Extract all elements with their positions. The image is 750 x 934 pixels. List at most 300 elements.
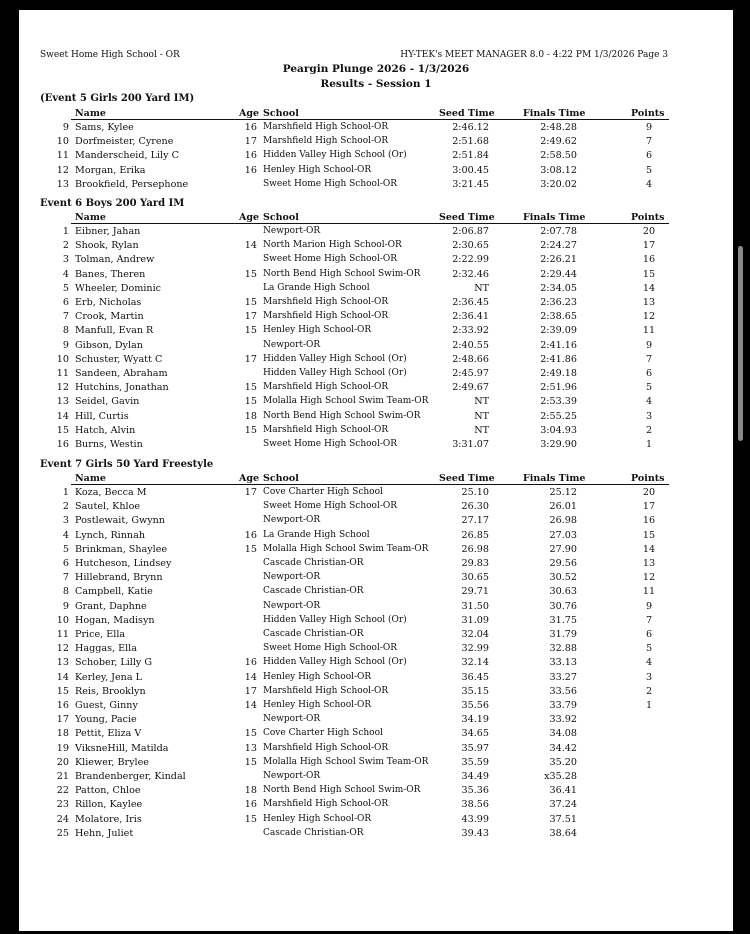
cell-place: 12 (56, 382, 69, 394)
cell-age: 16 (244, 529, 257, 541)
cell-seed: 39.43 (461, 827, 489, 839)
result-row (19, 487, 733, 501)
cell-name: Wheeler, Dominic (75, 282, 162, 294)
cell-age: 17 (244, 311, 257, 323)
cell-finals: 30.76 (549, 600, 577, 612)
cell-seed: 34.19 (461, 714, 489, 726)
column-header-school: School (263, 473, 299, 484)
cell-finals: 2:34.05 (540, 282, 577, 294)
cell-name: Lynch, Rinnah (75, 529, 145, 541)
column-header-school: School (263, 108, 299, 119)
column-header-age: Age (239, 212, 260, 223)
cell-name: Reis, Brooklyn (75, 685, 146, 697)
cell-name: Tolman, Andrew (75, 254, 155, 266)
cell-points: 4 (645, 657, 653, 669)
result-row (19, 828, 733, 842)
cell-seed: NT (474, 396, 489, 408)
cell-seed: 2:51.68 (452, 136, 489, 148)
cell-school: Cascade Christian-OR (263, 629, 364, 639)
cell-name: Grant, Daphne (75, 600, 147, 612)
cell-finals: 30.63 (549, 586, 577, 598)
cell-place: 15 (56, 424, 69, 436)
cell-name: Banes, Theren (75, 268, 146, 280)
cell-school: Sweet Home High School-OR (263, 501, 398, 512)
cell-school: Newport-OR (263, 572, 321, 583)
cell-name: Haggas, Ella (75, 643, 137, 655)
cell-name: Brinkman, Shaylee (75, 543, 168, 555)
cell-name: Rillon, Kaylee (75, 799, 143, 811)
cell-school: Newport-OR (263, 339, 321, 350)
cell-points: 20 (642, 487, 656, 498)
cell-age: 15 (244, 424, 257, 436)
cell-school: Marshfield High School-OR (263, 424, 389, 435)
cell-points: 9 (645, 339, 653, 351)
result-row (19, 643, 733, 657)
header-rule (71, 223, 669, 224)
cell-place: 17 (56, 714, 69, 726)
cell-seed: 35.56 (461, 700, 489, 711)
cell-seed: 32.14 (461, 657, 489, 669)
cell-name: Young, Pacie (75, 714, 137, 726)
result-row (19, 122, 733, 136)
result-row (19, 501, 733, 515)
cell-seed: 2:48.66 (452, 353, 489, 365)
result-row (19, 814, 733, 828)
cell-finals: 2:24.27 (540, 240, 577, 252)
cell-school: Cascade Christian-OR (263, 827, 364, 838)
cell-points: 3 (645, 410, 653, 422)
cell-points: 16 (642, 515, 656, 527)
cell-points: 20 (642, 226, 656, 237)
cell-school: Newport-OR (263, 714, 321, 725)
cell-finals: 2:29.44 (540, 268, 577, 280)
cell-name: Burns, Westin (75, 439, 143, 450)
cell-age: 15 (244, 325, 257, 337)
cell-points: 9 (645, 600, 653, 612)
cell-finals: 34.42 (549, 742, 577, 754)
result-row (19, 150, 733, 164)
cell-seed: 30.65 (461, 572, 489, 584)
result-row (19, 544, 733, 558)
column-header-age: Age (239, 108, 260, 119)
cell-place: 9 (62, 339, 69, 351)
cell-place: 3 (62, 254, 69, 266)
cell-age: 15 (244, 396, 257, 408)
cell-seed: NT (474, 410, 489, 422)
cell-seed: 32.99 (461, 643, 489, 655)
cell-points: 14 (642, 282, 656, 294)
results-page (19, 10, 733, 931)
cell-school: Marshfield High School-OR (263, 742, 389, 753)
cell-age: 16 (244, 799, 257, 811)
cell-finals: x35.28 (544, 771, 577, 782)
cell-seed: 43.99 (461, 813, 489, 825)
cell-seed: 36.45 (461, 671, 489, 683)
cell-school: Marshfield High School-OR (263, 297, 389, 307)
cell-seed: 32.04 (461, 629, 489, 640)
cell-school: Henley High School-OR (263, 325, 372, 336)
cell-points: 7 (645, 353, 653, 365)
event-title: Event 7 Girls 50 Yard Freestyle (40, 459, 214, 470)
cell-seed: 2:40.55 (452, 339, 489, 351)
result-row (19, 657, 733, 671)
cell-school: Cove Charter High School (263, 487, 383, 497)
column-header (19, 108, 733, 120)
cell-school: La Grande High School (263, 282, 370, 293)
cell-seed: 2:06.87 (452, 226, 489, 237)
result-row (19, 283, 733, 297)
column-header-seed: Seed Time (439, 473, 495, 484)
cell-place: 2 (62, 240, 69, 252)
cell-school: Sweet Home High School-OR (263, 178, 398, 189)
cell-name: Eibner, Jahan (75, 226, 141, 237)
cell-finals: 2:26.21 (540, 254, 577, 266)
cell-age: 16 (244, 122, 257, 133)
cell-place: 2 (62, 501, 69, 513)
cell-finals: 33.92 (549, 714, 577, 726)
cell-points: 17 (642, 501, 656, 513)
cell-name: Hutcheson, Lindsey (75, 558, 172, 569)
cell-age: 17 (244, 487, 257, 498)
column-header-points: Points (631, 108, 665, 119)
cell-name: Schuster, Wyatt C (75, 353, 163, 365)
cell-name: Guest, Ginny (75, 700, 138, 711)
cell-points: 2 (645, 685, 653, 697)
cell-points: 11 (642, 586, 656, 598)
team-name: Sweet Home High School - OR (40, 50, 180, 60)
result-row (19, 757, 733, 771)
result-row (19, 439, 733, 453)
cell-finals: 31.75 (549, 614, 577, 626)
column-header-age: Age (239, 473, 260, 484)
cell-name: Koza, Becca M (75, 487, 147, 498)
cell-place: 5 (62, 282, 69, 294)
cell-seed: 3:00.45 (452, 164, 489, 176)
column-header-finals: Finals Time (523, 108, 586, 119)
cell-place: 9 (62, 600, 69, 612)
cell-age: 15 (244, 297, 257, 308)
cell-finals: 27.90 (549, 543, 577, 555)
cell-age: 15 (244, 728, 257, 740)
cell-finals: 33.79 (549, 700, 577, 711)
result-row (19, 254, 733, 268)
cell-finals: 32.88 (549, 643, 577, 655)
cell-seed: 34.65 (461, 728, 489, 740)
cell-place: 22 (56, 785, 69, 797)
cell-finals: 26.01 (549, 501, 577, 513)
cell-points: 4 (645, 396, 653, 408)
result-row (19, 558, 733, 572)
cell-name: Campbell, Katie (75, 586, 153, 598)
cell-finals: 26.98 (549, 515, 577, 527)
cell-name: Manfull, Evan R (75, 325, 154, 337)
cell-school: Cove Charter High School (263, 728, 383, 739)
cell-seed: 31.50 (461, 600, 489, 612)
cell-finals: 33.56 (549, 685, 577, 697)
cell-seed: 35.59 (461, 756, 489, 768)
cell-name: Erb, Nicholas (75, 297, 142, 308)
cell-points: 14 (642, 543, 656, 555)
column-header-finals: Finals Time (523, 212, 586, 223)
result-row (19, 515, 733, 529)
cell-name: Patton, Chloe (75, 785, 141, 797)
cell-points: 5 (645, 164, 653, 176)
column-header-points: Points (631, 473, 665, 484)
cell-place: 24 (56, 813, 69, 825)
result-row (19, 240, 733, 254)
cell-age: 17 (244, 136, 257, 148)
cell-school: Molalla High School Swim Team-OR (263, 756, 429, 767)
result-row (19, 728, 733, 742)
result-row (19, 672, 733, 686)
cell-finals: 2:51.96 (540, 382, 577, 394)
cell-school: Sweet Home High School-OR (263, 439, 398, 449)
cell-finals: 35.20 (549, 756, 577, 768)
column-header-seed: Seed Time (439, 108, 495, 119)
cell-place: 11 (56, 368, 69, 379)
cell-school: North Bend High School Swim-OR (263, 268, 421, 279)
column-header-name: Name (75, 473, 106, 484)
cell-age: 13 (244, 742, 257, 754)
result-row (19, 686, 733, 700)
cell-age: 17 (244, 353, 257, 365)
cell-place: 1 (62, 226, 69, 237)
cell-place: 7 (62, 572, 69, 584)
cell-place: 21 (56, 771, 69, 782)
cell-place: 10 (56, 353, 69, 365)
cell-name: Seidel, Gavin (75, 396, 140, 408)
cell-age: 17 (244, 685, 257, 697)
cell-school: Newport-OR (263, 600, 321, 611)
cell-place: 1 (62, 487, 69, 498)
result-row (19, 743, 733, 757)
cell-finals: 2:48.28 (540, 122, 577, 133)
cell-points: 6 (645, 150, 653, 162)
cell-school: Henley High School-OR (263, 671, 372, 682)
cell-place: 12 (56, 643, 69, 655)
cell-school: Cascade Christian-OR (263, 558, 364, 568)
cell-place: 8 (62, 586, 69, 598)
cell-name: Dorfmeister, Cyrene (75, 136, 174, 148)
cell-finals: 29.56 (549, 558, 577, 569)
cell-finals: 25.12 (549, 487, 577, 498)
cell-seed: 26.85 (461, 529, 489, 541)
cell-points: 6 (645, 368, 653, 379)
cell-seed: 35.36 (461, 785, 489, 797)
cell-school: North Bend High School Swim-OR (263, 785, 421, 796)
cell-seed: 27.17 (461, 515, 489, 527)
cell-name: Hutchins, Jonathan (75, 382, 169, 394)
cell-points: 1 (645, 439, 653, 450)
cell-age: 15 (244, 382, 257, 394)
cell-seed: 35.15 (461, 685, 489, 697)
cell-seed: 2:36.45 (452, 297, 489, 308)
cell-place: 5 (62, 543, 69, 555)
cell-finals: 30.52 (549, 572, 577, 584)
cell-name: Shook, Rylan (75, 240, 139, 252)
cell-points: 9 (645, 122, 653, 133)
cell-age: 14 (244, 700, 257, 711)
result-row (19, 354, 733, 368)
cell-finals: 2:49.18 (540, 368, 577, 379)
cell-seed: 2:49.67 (452, 382, 489, 394)
column-header-finals: Finals Time (523, 473, 586, 484)
cell-finals: 2:49.62 (540, 136, 577, 148)
cell-name: Kliewer, Brylee (75, 756, 149, 768)
cell-school: Newport-OR (263, 771, 321, 781)
cell-points: 7 (645, 614, 653, 626)
cell-name: Sautel, Khloe (75, 501, 141, 513)
cell-seed: 25.10 (461, 487, 489, 498)
cell-age: 16 (244, 150, 257, 162)
result-row (19, 136, 733, 150)
cell-school: Marshfield High School-OR (263, 122, 389, 132)
cell-finals: 3:29.90 (540, 439, 577, 450)
cell-place: 8 (62, 325, 69, 337)
cell-points: 7 (645, 136, 653, 148)
cell-name: Price, Ella (75, 629, 126, 640)
cell-name: Molatore, Iris (75, 813, 142, 825)
cell-name: Manderscheid, Lily C (75, 150, 179, 162)
cell-points: 6 (645, 629, 653, 640)
software-stamp: HY-TEK's MEET MANAGER 8.0 - 4:22 PM 1/3/2026 Page 3 (400, 50, 668, 60)
cell-seed: 2:36.41 (452, 311, 489, 323)
cell-school: Marshfield High School-OR (263, 311, 389, 322)
cell-school: Molalla High School Swim Team-OR (263, 543, 429, 554)
cell-place: 23 (56, 799, 69, 811)
cell-place: 4 (62, 268, 69, 280)
cell-finals: 34.08 (549, 728, 577, 740)
cell-points: 11 (642, 325, 656, 337)
cell-age: 18 (244, 410, 257, 422)
cell-points: 15 (642, 268, 656, 280)
cell-age: 15 (244, 756, 257, 768)
result-row (19, 700, 733, 714)
cell-finals: 31.79 (549, 629, 577, 640)
cell-points: 2 (645, 424, 653, 436)
cell-place: 6 (62, 558, 69, 569)
event-title: Event 6 Boys 200 Yard IM (40, 198, 185, 209)
cell-seed: 29.71 (461, 586, 489, 598)
cell-seed: 3:31.07 (452, 439, 489, 450)
cell-school: Hidden Valley High School (Or) (263, 614, 407, 625)
column-header-name: Name (75, 212, 106, 223)
result-row (19, 425, 733, 439)
cell-school: Molalla High School Swim Team-OR (263, 396, 429, 407)
result-row (19, 714, 733, 728)
cell-place: 4 (62, 529, 69, 541)
cell-points: 3 (645, 671, 653, 683)
cell-name: Postlewait, Gwynn (75, 515, 165, 527)
cell-finals: 36.41 (549, 785, 577, 797)
result-row (19, 269, 733, 283)
cell-school: Cascade Christian-OR (263, 586, 364, 597)
cell-place: 14 (56, 410, 69, 422)
cell-place: 16 (56, 439, 69, 450)
result-row (19, 530, 733, 544)
column-header (19, 212, 733, 224)
cell-finals: 2:07.78 (540, 226, 577, 237)
cell-seed: 26.98 (461, 543, 489, 555)
cell-place: 11 (56, 150, 69, 162)
cell-place: 20 (56, 756, 69, 768)
cell-school: North Marion High School-OR (263, 240, 402, 251)
cell-finals: 27.03 (549, 529, 577, 541)
cell-school: La Grande High School (263, 529, 370, 540)
cell-place: 12 (56, 164, 69, 176)
result-row (19, 411, 733, 425)
cell-place: 11 (56, 629, 69, 640)
cell-school: Hidden Valley High School (Or) (263, 150, 407, 161)
cell-finals: 2:39.09 (540, 325, 577, 337)
cell-age: 14 (244, 240, 257, 252)
cell-finals: 33.27 (549, 671, 577, 683)
cell-name: Hillebrand, Brynn (75, 572, 163, 584)
cell-place: 25 (56, 827, 69, 839)
result-row (19, 572, 733, 586)
cell-seed: 26.30 (461, 501, 489, 513)
cell-name: Hatch, Alvin (75, 424, 136, 436)
cell-points: 13 (642, 558, 656, 569)
cell-age: 16 (244, 657, 257, 669)
cell-seed: 38.56 (461, 799, 489, 811)
cell-name: Crook, Martin (75, 311, 144, 323)
cell-place: 6 (62, 297, 69, 308)
cell-name: Schober, Lilly G (75, 657, 153, 669)
cell-place: 14 (56, 671, 69, 683)
event-title: (Event 5 Girls 200 Yard IM) (40, 93, 195, 104)
column-header-school: School (263, 212, 299, 223)
cell-name: Pettit, Eliza V (75, 728, 142, 740)
cell-seed: 2:22.99 (452, 254, 489, 266)
cell-finals: 2:58.50 (540, 150, 577, 162)
vertical-scrollbar[interactable] (738, 246, 743, 441)
cell-place: 13 (56, 178, 69, 190)
cell-age: 18 (244, 785, 257, 797)
cell-school: Henley High School-OR (263, 164, 372, 175)
result-row (19, 226, 733, 240)
cell-school: Henley High School-OR (263, 700, 372, 710)
cell-finals: 2:55.25 (540, 410, 577, 422)
session-title: Results - Session 1 (320, 78, 432, 90)
result-row (19, 382, 733, 396)
cell-name: Hehn, Juliet (75, 827, 134, 839)
result-row (19, 586, 733, 600)
cell-seed: 31.09 (461, 614, 489, 626)
cell-place: 19 (56, 742, 69, 754)
cell-name: Brookfield, Persephone (75, 178, 189, 190)
cell-seed: 3:21.45 (452, 178, 489, 190)
cell-seed: 2:46.12 (452, 122, 489, 133)
cell-seed: 29.83 (461, 558, 489, 569)
result-row (19, 615, 733, 629)
result-row (19, 325, 733, 339)
result-row (19, 601, 733, 615)
cell-seed: 2:32.46 (452, 268, 489, 280)
cell-name: Hill, Curtis (75, 410, 129, 422)
cell-school: Henley High School-OR (263, 813, 372, 824)
cell-name: Sams, Kylee (75, 122, 134, 133)
cell-finals: 3:20.02 (540, 178, 577, 190)
column-header (19, 473, 733, 485)
cell-school: Marshfield High School-OR (263, 799, 389, 810)
cell-finals: 33.13 (549, 657, 577, 669)
cell-place: 3 (62, 515, 69, 527)
cell-seed: 34.49 (461, 771, 489, 782)
cell-points: 12 (642, 572, 656, 584)
cell-name: Brandenberger, Kindal (75, 771, 186, 782)
cell-age: 15 (244, 268, 257, 280)
